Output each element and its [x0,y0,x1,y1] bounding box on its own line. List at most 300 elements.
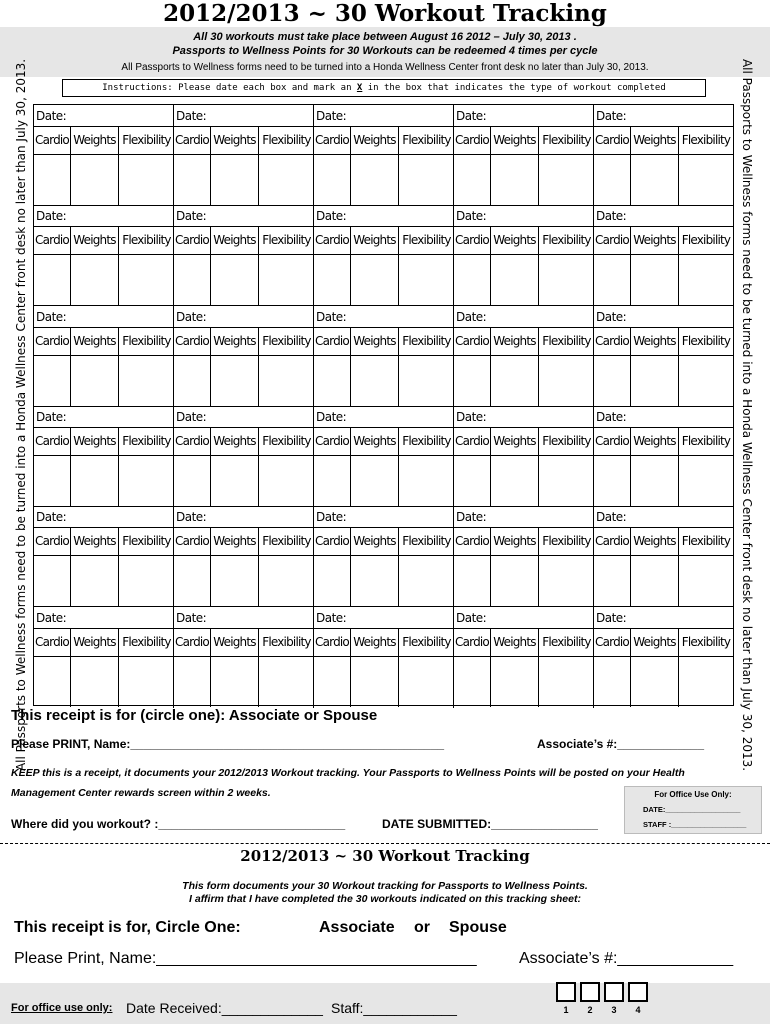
workout-mark-box[interactable] [174,356,210,406]
workout-type-column [539,428,594,506]
workout-type-column [594,629,631,707]
workout-mark-box[interactable] [679,657,733,707]
workout-type-label: Cardio [34,328,70,356]
workout-mark-box[interactable] [211,155,258,205]
workout-mark-box[interactable] [34,456,70,506]
workout-type-column [679,127,733,205]
workout-types [454,428,593,506]
workout-types [174,227,313,305]
workout-type-column [454,629,491,707]
date-field[interactable]: Date: [594,406,733,428]
workout-type-label: Flexibility [259,428,314,456]
workout-type-label: Weights [351,328,398,356]
workout-mark-box[interactable] [34,657,70,707]
workout-mark-box[interactable] [679,356,733,406]
date-field[interactable]: Date: [314,306,453,328]
workout-type-column [71,629,119,707]
workout-type-label: Cardio [454,127,490,155]
workout-type-column [34,428,71,506]
workout-mark-box[interactable] [491,155,538,205]
workout-type-label: Flexibility [399,227,454,255]
workout-type-column [399,428,454,506]
cut-line [0,843,770,844]
workout-location-field[interactable]: Where did you workout? :____________________________ [11,817,346,831]
workout-type-column [119,528,174,606]
workout-type-label: Cardio [34,428,70,456]
workout-mark-box[interactable] [259,356,314,406]
workout-type-column [314,528,351,606]
workout-mark-box[interactable] [34,255,70,305]
workout-mark-box[interactable] [314,657,350,707]
workout-type-label: Weights [71,428,118,456]
workout-type-label: Flexibility [539,328,594,356]
workout-mark-box[interactable] [351,255,398,305]
workout-mark-box[interactable] [259,456,314,506]
workout-mark-box[interactable] [679,255,733,305]
workout-mark-box[interactable] [34,155,70,205]
workout-mark-box[interactable] [454,356,490,406]
workout-mark-box[interactable] [679,155,733,205]
workout-type-column [211,629,259,707]
date-field[interactable]: Date: [454,105,593,127]
workout-type-label: Flexibility [119,127,174,155]
workout-day [174,205,314,305]
redeem-checkbox-2[interactable] [580,982,600,1002]
subtitle-redeem-info: Passports to Wellness Points for 30 Workouts can be redeemed 4 times per cycle [172,45,598,57]
workout-mark-box[interactable] [351,556,398,606]
workout-mark-box[interactable] [314,255,350,305]
workout-type-label: Flexibility [259,528,314,556]
workout-type-label: Cardio [174,328,210,356]
workout-mark-box[interactable] [594,456,630,506]
workout-types [174,428,313,506]
keep-receipt-line-1: KEEP this is a receipt, it documents your 2012/2013 Workout tracking. Your Passports to Wellness Points will be posted on your Health [11,767,685,779]
workout-types [314,328,453,406]
redeem-checkbox-3[interactable] [604,982,624,1002]
date-field[interactable]: Date: [34,105,173,127]
workout-type-column [211,127,259,205]
workout-mark-box[interactable] [491,255,538,305]
workout-type-label: Flexibility [679,227,733,255]
workout-day [454,105,594,205]
workout-types [454,127,593,205]
workout-mark-box[interactable] [539,155,594,205]
workout-day [314,607,454,708]
workout-types [594,629,733,707]
workout-mark-box[interactable] [454,556,490,606]
workout-mark-box[interactable] [631,556,678,606]
workout-type-label: Flexibility [539,629,594,657]
workout-type-label: Flexibility [539,227,594,255]
workout-day [34,506,174,606]
workout-mark-box[interactable] [351,356,398,406]
stub-spouse-option[interactable]: Spouse [449,919,507,936]
workout-type-label: Weights [491,127,538,155]
workout-type-column [594,227,631,305]
office-use-date[interactable]: DATE:__________________ [643,805,741,814]
workout-type-column [594,428,631,506]
workout-day [314,406,454,506]
workout-type-label: Cardio [34,629,70,657]
stub-print-name-field[interactable]: Please Print, Name:____________________________________ [14,950,477,967]
workout-mark-box[interactable] [399,155,454,205]
workout-mark-box[interactable] [399,255,454,305]
stub-receipt-label: This receipt is for, Circle One: [14,919,241,936]
workout-mark-box[interactable] [71,657,118,707]
workout-mark-box[interactable] [119,657,174,707]
workout-types [454,528,593,606]
workout-mark-box[interactable] [679,556,733,606]
workout-type-column [454,127,491,205]
workout-day [594,607,733,708]
date-field[interactable]: Date: [34,506,173,528]
workout-mark-box[interactable] [351,155,398,205]
workout-mark-box[interactable] [211,556,258,606]
workout-types [594,328,733,406]
workout-mark-box[interactable] [539,255,594,305]
workout-types [174,328,313,406]
workout-type-column [679,428,733,506]
workout-type-label: Flexibility [399,328,454,356]
workout-mark-box[interactable] [539,556,594,606]
workout-type-column [34,328,71,406]
workout-type-label: Cardio [34,227,70,255]
instructions-mark: X [356,83,363,93]
workout-type-label: Flexibility [539,428,594,456]
stub-office-only-label: For office use only: [11,1002,113,1014]
workout-type-label: Cardio [454,227,490,255]
workout-type-label: Flexibility [259,629,314,657]
workout-type-column [71,528,119,606]
workout-mark-box[interactable] [539,657,594,707]
workout-mark-box[interactable] [679,456,733,506]
checkbox-number-3: 3 [611,1005,617,1015]
workout-mark-box[interactable] [34,356,70,406]
workout-types [34,428,173,506]
workout-mark-box[interactable] [351,657,398,707]
instructions-after: in the box that indicates the type of workout completed [362,83,666,93]
workout-type-column [679,328,733,406]
date-field[interactable]: Date: [454,205,593,227]
workout-mark-box[interactable] [71,456,118,506]
workout-mark-box[interactable] [174,456,210,506]
date-field[interactable]: Date: [454,306,593,328]
workout-type-label: Cardio [454,629,490,657]
date-field[interactable]: Date: [454,506,593,528]
workout-type-label: Weights [491,528,538,556]
workout-types [314,227,453,305]
workout-mark-box[interactable] [491,657,538,707]
workout-mark-box[interactable] [491,456,538,506]
workout-type-column [539,629,594,707]
workout-type-column [539,227,594,305]
workout-type-column [259,428,314,506]
date-field[interactable]: Date: [174,406,313,428]
workout-mark-box[interactable] [594,657,630,707]
office-use-title: For Office Use Only: [654,790,732,799]
workout-type-label: Cardio [594,428,630,456]
workout-mark-box[interactable] [71,155,118,205]
associate-number-field[interactable]: Associate’s #:_____________ [537,737,705,751]
workout-mark-box[interactable] [631,657,678,707]
workout-type-label: Weights [71,328,118,356]
workout-mark-box[interactable] [399,657,454,707]
workout-type-column [259,629,314,707]
workout-type-column [351,227,399,305]
workout-mark-box[interactable] [314,155,350,205]
workout-mark-box[interactable] [174,155,210,205]
workout-type-label: Flexibility [539,127,594,155]
workout-mark-box[interactable] [314,556,350,606]
workout-type-column [399,127,454,205]
workout-type-label: Flexibility [119,528,174,556]
workout-type-label: Cardio [594,629,630,657]
workout-mark-box[interactable] [119,255,174,305]
workout-mark-box[interactable] [631,155,678,205]
workout-type-label: Flexibility [399,629,454,657]
workout-type-column [71,428,119,506]
date-field[interactable]: Date: [34,406,173,428]
date-field[interactable]: Date: [174,607,313,629]
workout-mark-box[interactable] [211,255,258,305]
workout-day [454,205,594,305]
workout-type-column [174,328,211,406]
workout-day [594,105,733,205]
workout-type-label: Cardio [314,227,350,255]
workout-type-label: Flexibility [679,528,733,556]
date-field[interactable]: Date: [174,306,313,328]
workout-mark-box[interactable] [399,556,454,606]
workout-type-label: Weights [491,328,538,356]
workout-mark-box[interactable] [454,255,490,305]
workout-mark-box[interactable] [259,657,314,707]
workout-type-column [71,227,119,305]
workout-types [594,428,733,506]
workout-mark-box[interactable] [34,556,70,606]
workout-type-label: Cardio [34,528,70,556]
workout-mark-box[interactable] [314,456,350,506]
workout-type-column [679,227,733,305]
workout-mark-box[interactable] [259,155,314,205]
workout-type-column [454,528,491,606]
workout-mark-box[interactable] [539,356,594,406]
workout-types [34,528,173,606]
workout-type-label: Weights [71,528,118,556]
workout-type-column [119,227,174,305]
workout-type-label: Flexibility [399,127,454,155]
workout-types [594,127,733,205]
date-field[interactable]: Date: [314,406,453,428]
workout-mark-box[interactable] [594,356,630,406]
workout-type-label: Flexibility [119,227,174,255]
date-field[interactable]: Date: [594,607,733,629]
workout-mark-box[interactable] [594,155,630,205]
date-field[interactable]: Date: [314,506,453,528]
workout-mark-box[interactable] [174,556,210,606]
workout-mark-box[interactable] [631,456,678,506]
workout-mark-box[interactable] [594,255,630,305]
workout-mark-box[interactable] [454,657,490,707]
workout-type-column [211,328,259,406]
workout-type-label: Weights [351,528,398,556]
workout-type-label: Cardio [454,528,490,556]
print-name-field[interactable]: Please PRINT, Name:_______________________________________________ [11,737,445,751]
subtitle-workout-period: All 30 workouts must take place between August 16 2012 – July 30, 2013 . [193,31,577,43]
instructions-before: Instructions: Please date each box and mark an [102,83,357,93]
date-field[interactable]: Date: [34,306,173,328]
workout-types [34,629,173,707]
workout-type-label: Flexibility [399,428,454,456]
date-field[interactable]: Date: [454,406,593,428]
workout-type-label: Weights [71,629,118,657]
date-field[interactable]: Date: [174,105,313,127]
workout-type-label: Weights [351,127,398,155]
workout-mark-box[interactable] [259,556,314,606]
workout-type-label: Weights [631,428,678,456]
workout-type-label: Flexibility [259,227,314,255]
workout-type-label: Cardio [454,428,490,456]
workout-type-column [491,428,539,506]
workout-type-column [211,227,259,305]
workout-row-1 [34,105,733,206]
workout-type-label: Flexibility [119,629,174,657]
workout-type-column [351,328,399,406]
workout-mark-box[interactable] [211,356,258,406]
workout-day [594,406,733,506]
workout-type-column [259,127,314,205]
workout-mark-box[interactable] [539,456,594,506]
workout-types [174,127,313,205]
stub-associate-number-field[interactable]: Associate’s #:_____________ [519,950,734,967]
workout-type-label: Weights [211,227,258,255]
stub-staff-field[interactable]: Staff:____________ [331,1000,457,1016]
date-field[interactable]: Date: [174,205,313,227]
workout-mark-box[interactable] [71,556,118,606]
redeem-checkbox-4[interactable] [628,982,648,1002]
workout-mark-box[interactable] [454,456,490,506]
workout-type-column [399,528,454,606]
date-field[interactable]: Date: [594,105,733,127]
workout-type-label: Cardio [314,629,350,657]
workout-mark-box[interactable] [119,556,174,606]
redeem-checkboxes [556,982,654,1002]
workout-type-column [454,227,491,305]
stub-associate-option[interactable]: Associate [319,919,395,936]
date-field[interactable]: Date: [594,306,733,328]
workout-type-column [594,328,631,406]
workout-type-label: Weights [631,528,678,556]
date-field[interactable]: Date: [34,607,173,629]
workout-type-column [119,328,174,406]
workout-type-column [174,629,211,707]
workout-mark-box[interactable] [259,255,314,305]
date-field[interactable]: Date: [454,607,593,629]
workout-day [174,607,314,708]
workout-day [174,406,314,506]
date-field[interactable]: Date: [314,205,453,227]
workout-types [314,528,453,606]
workout-mark-box[interactable] [631,356,678,406]
workout-type-column [491,227,539,305]
workout-mark-box[interactable] [119,356,174,406]
workout-mark-box[interactable] [119,155,174,205]
office-use-staff[interactable]: STAFF :__________________ [643,820,747,829]
workout-type-label: Cardio [174,629,210,657]
workout-day [174,506,314,606]
redeem-checkbox-1[interactable] [556,982,576,1002]
workout-type-column [631,227,679,305]
workout-day [314,205,454,305]
workout-types [314,629,453,707]
workout-mark-box[interactable] [174,657,210,707]
workout-day [594,306,733,406]
checkbox-number-1: 1 [563,1005,569,1015]
workout-mark-box[interactable] [119,456,174,506]
workout-mark-box[interactable] [631,255,678,305]
workout-mark-box[interactable] [491,556,538,606]
workout-types [594,528,733,606]
date-submitted-field[interactable]: DATE SUBMITTED:________________ [382,817,598,831]
workout-types [454,629,593,707]
workout-types [454,227,593,305]
stub-date-received-field[interactable]: Date Received:_____________ [126,1000,323,1016]
workout-type-label: Flexibility [399,528,454,556]
workout-day [34,306,174,406]
workout-type-column [399,629,454,707]
workout-mark-box[interactable] [351,456,398,506]
workout-mark-box[interactable] [174,255,210,305]
workout-type-label: Weights [491,227,538,255]
stub-title: 2012/2013 ~ 30 Workout Tracking [240,847,530,865]
workout-mark-box[interactable] [314,356,350,406]
workout-mark-box[interactable] [211,456,258,506]
workout-mark-box[interactable] [71,255,118,305]
workout-type-column [454,428,491,506]
workout-mark-box[interactable] [399,356,454,406]
workout-mark-box[interactable] [594,556,630,606]
workout-type-column [119,428,174,506]
stub-doc-line-2: I affirm that I have completed the 30 workouts indicated on this tracking sheet: [189,893,581,905]
date-field[interactable]: Date: [594,506,733,528]
workout-type-column [174,127,211,205]
workout-type-column [351,528,399,606]
workout-type-label: Cardio [314,127,350,155]
workout-mark-box[interactable] [211,657,258,707]
checkbox-number-2: 2 [587,1005,593,1015]
date-field[interactable]: Date: [314,105,453,127]
workout-type-column [314,227,351,305]
workout-types [174,528,313,606]
workout-type-label: Flexibility [119,328,174,356]
workout-mark-box[interactable] [491,356,538,406]
date-field[interactable]: Date: [314,607,453,629]
workout-mark-box[interactable] [71,356,118,406]
side-text-left-label: All Passports to Wellness forms need to be turned into a Honda Wellness Center front desk no later than July 30, 2013. [14,58,28,772]
keep-receipt-line-2: Management Center rewards screen within 2 weeks. [11,787,271,799]
date-field[interactable]: Date: [594,205,733,227]
workout-type-label: Weights [211,127,258,155]
workout-type-label: Cardio [594,328,630,356]
workout-type-column [71,328,119,406]
workout-type-column [314,428,351,506]
stub-doc-line-1: This form documents your 30 Workout tracking for Passports to Wellness Points. [182,880,588,892]
workout-type-label: Weights [211,528,258,556]
workout-mark-box[interactable] [399,456,454,506]
workout-mark-box[interactable] [454,155,490,205]
date-field[interactable]: Date: [174,506,313,528]
workout-type-column [631,629,679,707]
date-field[interactable]: Date: [34,205,173,227]
